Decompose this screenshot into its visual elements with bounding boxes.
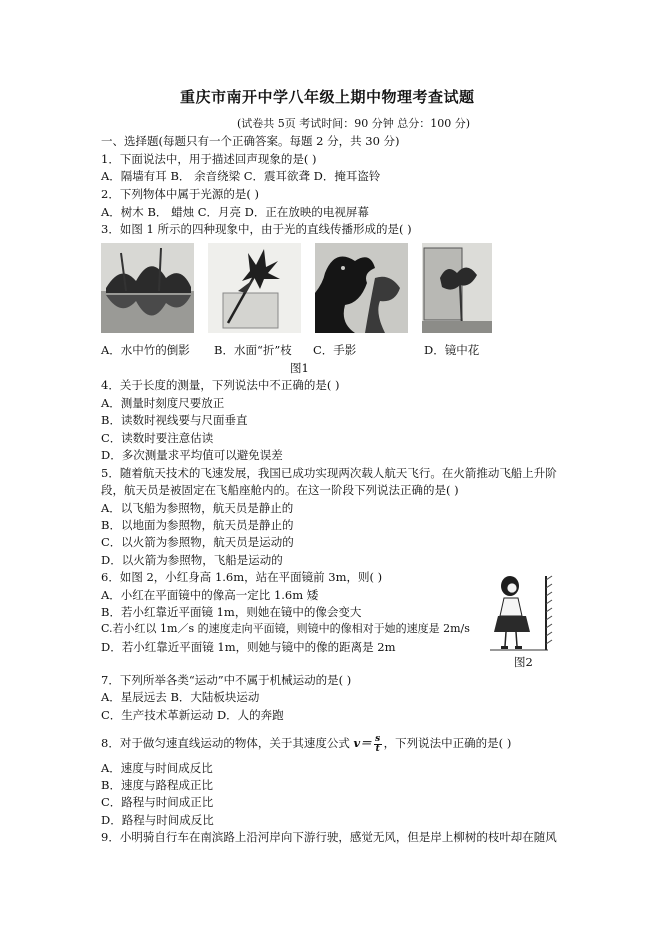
q5-option-d: D．以火箭为参照物，飞船是运动的 xyxy=(101,553,283,567)
q8-option-c: C．路程与时间成正比 xyxy=(101,795,214,809)
q8-formula-numerator: s xyxy=(375,733,381,744)
q4-option-d: D．多次测量求平均值可以避免误差 xyxy=(101,448,283,462)
photo-hand-shadow xyxy=(315,243,408,333)
page-title: 重庆市南开中学八年级上期中物理考查试题 xyxy=(180,88,475,106)
q7-options-row-2: C．生产技术革新运动 D．人的奔跑 xyxy=(101,708,284,722)
q6-option-a: A．小红在平面镜中的像高一定比 1.6m 矮 xyxy=(101,588,319,602)
q8-stem-before: 8．对于做匀速直线运动的物体，关于其速度公式 xyxy=(101,736,354,750)
q8-option-d: D．路程与时间成反比 xyxy=(101,813,214,827)
section-heading: 一、选择题(每题只有一个正确答案。每题 2 分，共 30 分) xyxy=(101,134,400,148)
q7-options-row-1: A．星辰远去 B．大陆板块运动 xyxy=(101,690,260,704)
q9-line-1: 9．小明骑自行车在南滨路上沿河岸向下游行驶，感觉无风，但是岸上柳树的枝叶却在随风 xyxy=(101,830,557,844)
q3-label-a: A．水中竹的倒影 xyxy=(101,343,190,357)
q6-stem: 6．如图 2，小红身高 1.6m，站在平面镜前 3m，则( ) xyxy=(101,570,383,584)
q5-line-2: 段，航天员是被固定在飞船座舱内的。在这一阶段下列说法正确的是( ) xyxy=(101,483,459,497)
q3-label-d: D．镜中花 xyxy=(424,343,480,357)
q8-formula-fraction xyxy=(374,735,382,754)
photo-bent-branch xyxy=(208,243,301,333)
q8-option-a: A．速度与时间成反比 xyxy=(101,761,213,775)
q8-formula-denominator: t xyxy=(375,743,380,754)
q5-option-b: B．以地面为参照物，航天员是静止的 xyxy=(101,518,294,532)
q2-options: A．树木 B． 蜡烛 C．月亮 D．正在放映的电视屏幕 xyxy=(101,205,369,219)
q6-option-c: C.若小红以 1m／s 的速度走向平面镜，则镜中的像相对于她的速度是 2m/s xyxy=(101,622,470,635)
q6-option-d: D．若小红靠近平面镜 1m，则她与镜中的像的距离是 2m xyxy=(101,640,396,654)
q8-formula-v: v＝ xyxy=(353,736,372,750)
photo-bamboo-reflection xyxy=(101,243,194,333)
q3-stem: 3．如图 1 所示的四种现象中，由于光的直线传播形成的是( ) xyxy=(101,222,412,236)
figure-2-caption: 图2 xyxy=(514,655,533,669)
q4-stem: 4．关于长度的测量，下列说法中不正确的是( ) xyxy=(101,378,340,392)
q6-option-b: B．若小红靠近平面镜 1m，则她在镜中的像会变大 xyxy=(101,605,362,619)
figure-2-girl-mirror xyxy=(488,572,560,652)
photo-mirror-flower xyxy=(422,243,492,333)
q5-option-a: A．以飞船为参照物，航天员是静止的 xyxy=(101,501,294,515)
q5-option-c: C．以火箭为参照物，航天员是运动的 xyxy=(101,535,294,549)
q7-stem: 7．下列所举各类“运动”中不属于机械运动的是( ) xyxy=(101,673,352,687)
q3-label-c: C．手影 xyxy=(313,343,357,357)
exam-info: (试卷共 5页 考试时间：90 分钟 总分：100 分) xyxy=(237,117,471,130)
q1-options: A．隔墙有耳 B． 余音绕梁 C．震耳欲聋 D．掩耳盗铃 xyxy=(101,169,381,183)
q8-option-b: B．速度与路程成正比 xyxy=(101,778,213,792)
q4-option-a: A．测量时刻度尺要放正 xyxy=(101,396,225,410)
q4-option-b: B．读数时视线要与尺面垂直 xyxy=(101,413,248,427)
figure-1-caption: 图1 xyxy=(290,361,309,375)
q3-label-b: B．水面“折”枝 xyxy=(214,343,292,357)
q8-stem-after: ，下列说法中正确的是( ) xyxy=(383,736,512,750)
q4-option-c: C．读数时要注意估读 xyxy=(101,431,214,445)
q1-stem: 1．下面说法中，用于描述回声现象的是( ) xyxy=(101,152,317,166)
q2-stem: 2．下列物体中属于光源的是( ) xyxy=(101,187,259,201)
q5-line-1: 5．随着航天技术的飞速发展，我国已成功实现两次载人航天飞行。在火箭推动飞船上升阶 xyxy=(101,466,557,480)
q8-stem xyxy=(101,733,511,754)
